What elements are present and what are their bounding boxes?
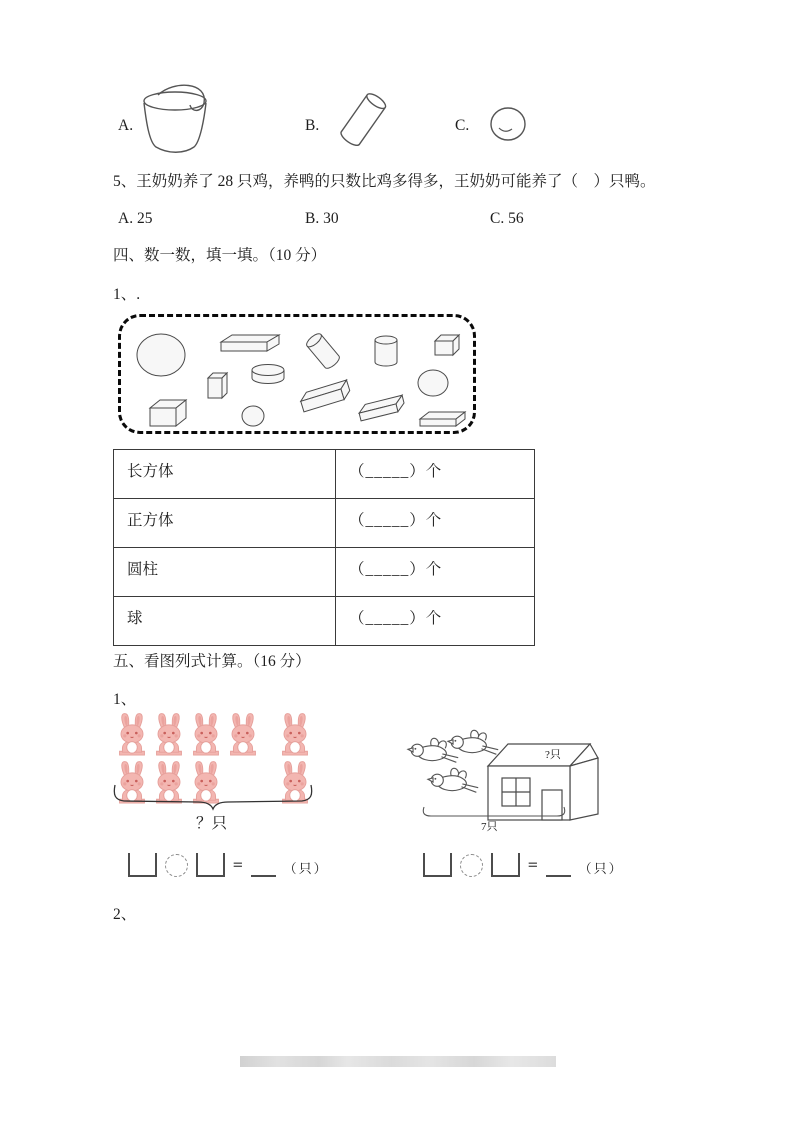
bird-icon xyxy=(427,764,481,802)
cylinder-icon xyxy=(333,84,393,156)
bird-bracket xyxy=(421,806,567,820)
equation-operator-circle xyxy=(460,854,483,877)
equation-answer-blank xyxy=(251,861,276,877)
question5-option-c: C. 56 xyxy=(490,210,524,227)
section-four-item-label: 1、. xyxy=(113,286,141,303)
count-blank-cell: （_____）个 xyxy=(336,450,535,499)
rabbit-icon xyxy=(188,712,224,756)
equation-unit: （只） xyxy=(283,861,329,876)
rabbit-equation-template xyxy=(128,851,329,877)
table-row xyxy=(114,548,535,597)
count-blank-cell: （_____）个 xyxy=(336,499,535,548)
table-row xyxy=(114,499,535,548)
cuboid-vertical-icon xyxy=(208,373,227,398)
shape-name-cell: 球 xyxy=(114,597,336,646)
cylinder-upright-icon xyxy=(375,336,397,366)
shape-option-b-label: B. xyxy=(305,117,320,134)
shape-count-table xyxy=(113,449,535,646)
question5-text: 5、王奶奶养了 28 只鸡，养鸭的只数比鸡多得多，王奶奶可能养了（ ）只鸭。 xyxy=(113,173,656,190)
shape-name-cell: 正方体 xyxy=(114,499,336,548)
section-four-heading: 四、数一数，填一填。（10 分） xyxy=(113,247,327,264)
rabbit-icon xyxy=(277,712,313,756)
rabbit-brace-label: ？只 xyxy=(196,815,228,832)
shape-collection-figure xyxy=(121,317,473,431)
cylinder-disc-icon xyxy=(252,365,284,384)
equation-operator-circle xyxy=(165,854,188,877)
question5-option-b: B. 30 xyxy=(305,210,339,227)
ball-icon xyxy=(486,102,530,146)
cuboid-long-icon xyxy=(299,380,352,412)
count-blank-cell: （_____）个 xyxy=(336,597,535,646)
shape-option-c-label: C. xyxy=(455,117,470,134)
rabbit-icon xyxy=(114,712,150,756)
rabbit-row1-group xyxy=(114,712,261,756)
count-blank-cell: （_____）个 xyxy=(336,548,535,597)
rabbit-underbrace xyxy=(112,784,314,812)
question5-option-a: A. 25 xyxy=(118,210,153,227)
section-five-item1-label: 1、 xyxy=(113,691,137,708)
equation-number-box xyxy=(491,853,520,877)
cuboid-flat-bottom-icon xyxy=(420,412,465,426)
bird-equation-template xyxy=(423,851,624,877)
rabbit-row1-single xyxy=(277,712,313,756)
table-row xyxy=(114,597,535,646)
shape-name-cell: 长方体 xyxy=(114,450,336,499)
sphere-large-icon xyxy=(137,334,185,376)
rabbit-icon xyxy=(225,712,261,756)
shape-collection-box xyxy=(118,314,476,434)
table-row xyxy=(114,450,535,499)
bird-bracket-label: 7只 xyxy=(481,821,498,833)
cuboid-flat-top-icon xyxy=(221,335,279,351)
equation-unit: （只） xyxy=(578,861,624,876)
cube-large-icon xyxy=(150,400,186,426)
house-roof-label: ?只 xyxy=(545,749,561,761)
sphere-small-icon xyxy=(242,406,264,426)
equation-number-box xyxy=(128,853,157,877)
shape-option-a-label: A. xyxy=(118,117,134,134)
watermark-bar xyxy=(240,1056,556,1067)
section-five-heading: 五、看图列式计算。（16 分） xyxy=(113,653,311,670)
equals-sign: = xyxy=(233,855,243,874)
cylinder-tilted-icon xyxy=(305,331,342,370)
equation-number-box xyxy=(196,853,225,877)
cube-small-icon xyxy=(435,335,459,355)
sphere-right-icon xyxy=(418,370,448,396)
rabbit-icon xyxy=(151,712,187,756)
section-five-item2-label: 2、 xyxy=(113,906,137,923)
shape-name-cell: 圆柱 xyxy=(114,548,336,597)
equals-sign: = xyxy=(528,855,538,874)
bucket-icon xyxy=(136,86,214,158)
equation-number-box xyxy=(423,853,452,877)
equation-answer-blank xyxy=(546,861,571,877)
cuboid-tilted-icon xyxy=(357,395,405,421)
